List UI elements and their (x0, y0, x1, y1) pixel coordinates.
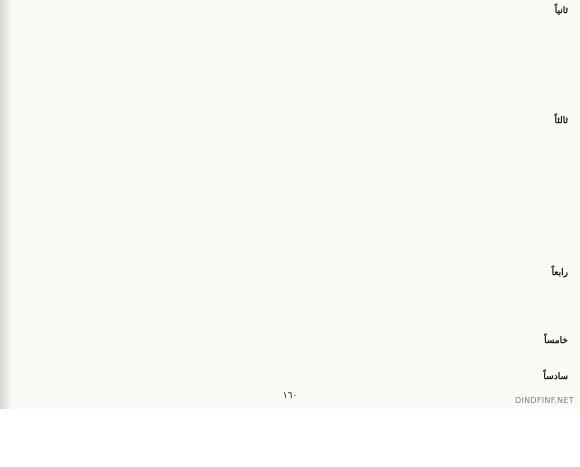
page-number: ١٦٠ (282, 391, 298, 401)
text-line (40, 372, 524, 383)
text-line (40, 137, 524, 148)
text-line (40, 180, 524, 191)
text-line (40, 91, 524, 102)
text-line (40, 254, 524, 265)
text-line (40, 425, 524, 436)
text-line (40, 357, 524, 368)
text-line (40, 158, 524, 169)
text-line (40, 190, 524, 201)
text-line (40, 222, 524, 233)
text-line (40, 346, 524, 357)
text-line (40, 127, 524, 138)
section-number: سادساً (543, 371, 568, 382)
text-line (40, 48, 524, 59)
section (40, 116, 568, 264)
text-line (40, 201, 524, 212)
text-line (40, 336, 524, 347)
section (40, 268, 568, 332)
text-line (40, 446, 524, 457)
text-line (40, 148, 524, 159)
watermark: DINDFINF.NET (515, 396, 574, 405)
text-line (40, 311, 524, 322)
text-line (40, 456, 524, 467)
text-line (40, 27, 524, 38)
text-line (40, 169, 524, 180)
text-line (40, 101, 524, 112)
document-body (40, 6, 568, 383)
text-line (40, 268, 524, 279)
section-number: ثالثاً (554, 115, 568, 126)
text-line (40, 414, 524, 425)
section-number: رابعاً (551, 268, 568, 279)
text-line (40, 38, 524, 49)
text-line (40, 116, 524, 127)
page-shadow (0, 0, 12, 409)
text-line (40, 6, 524, 17)
text-line (40, 435, 524, 446)
text-line (40, 232, 524, 243)
text-line (40, 59, 524, 70)
text-line (40, 300, 524, 311)
text-line (40, 17, 524, 28)
text-line (40, 321, 524, 332)
text-line (40, 80, 524, 91)
text-line (40, 243, 524, 254)
section (40, 6, 568, 112)
text-line (40, 211, 524, 222)
section (40, 336, 568, 368)
text-line (40, 289, 524, 300)
text-line (40, 70, 524, 81)
section-number: خامساً (544, 335, 568, 346)
section (40, 372, 568, 467)
section-number: ثانياً (554, 6, 568, 16)
text-line (40, 279, 524, 290)
